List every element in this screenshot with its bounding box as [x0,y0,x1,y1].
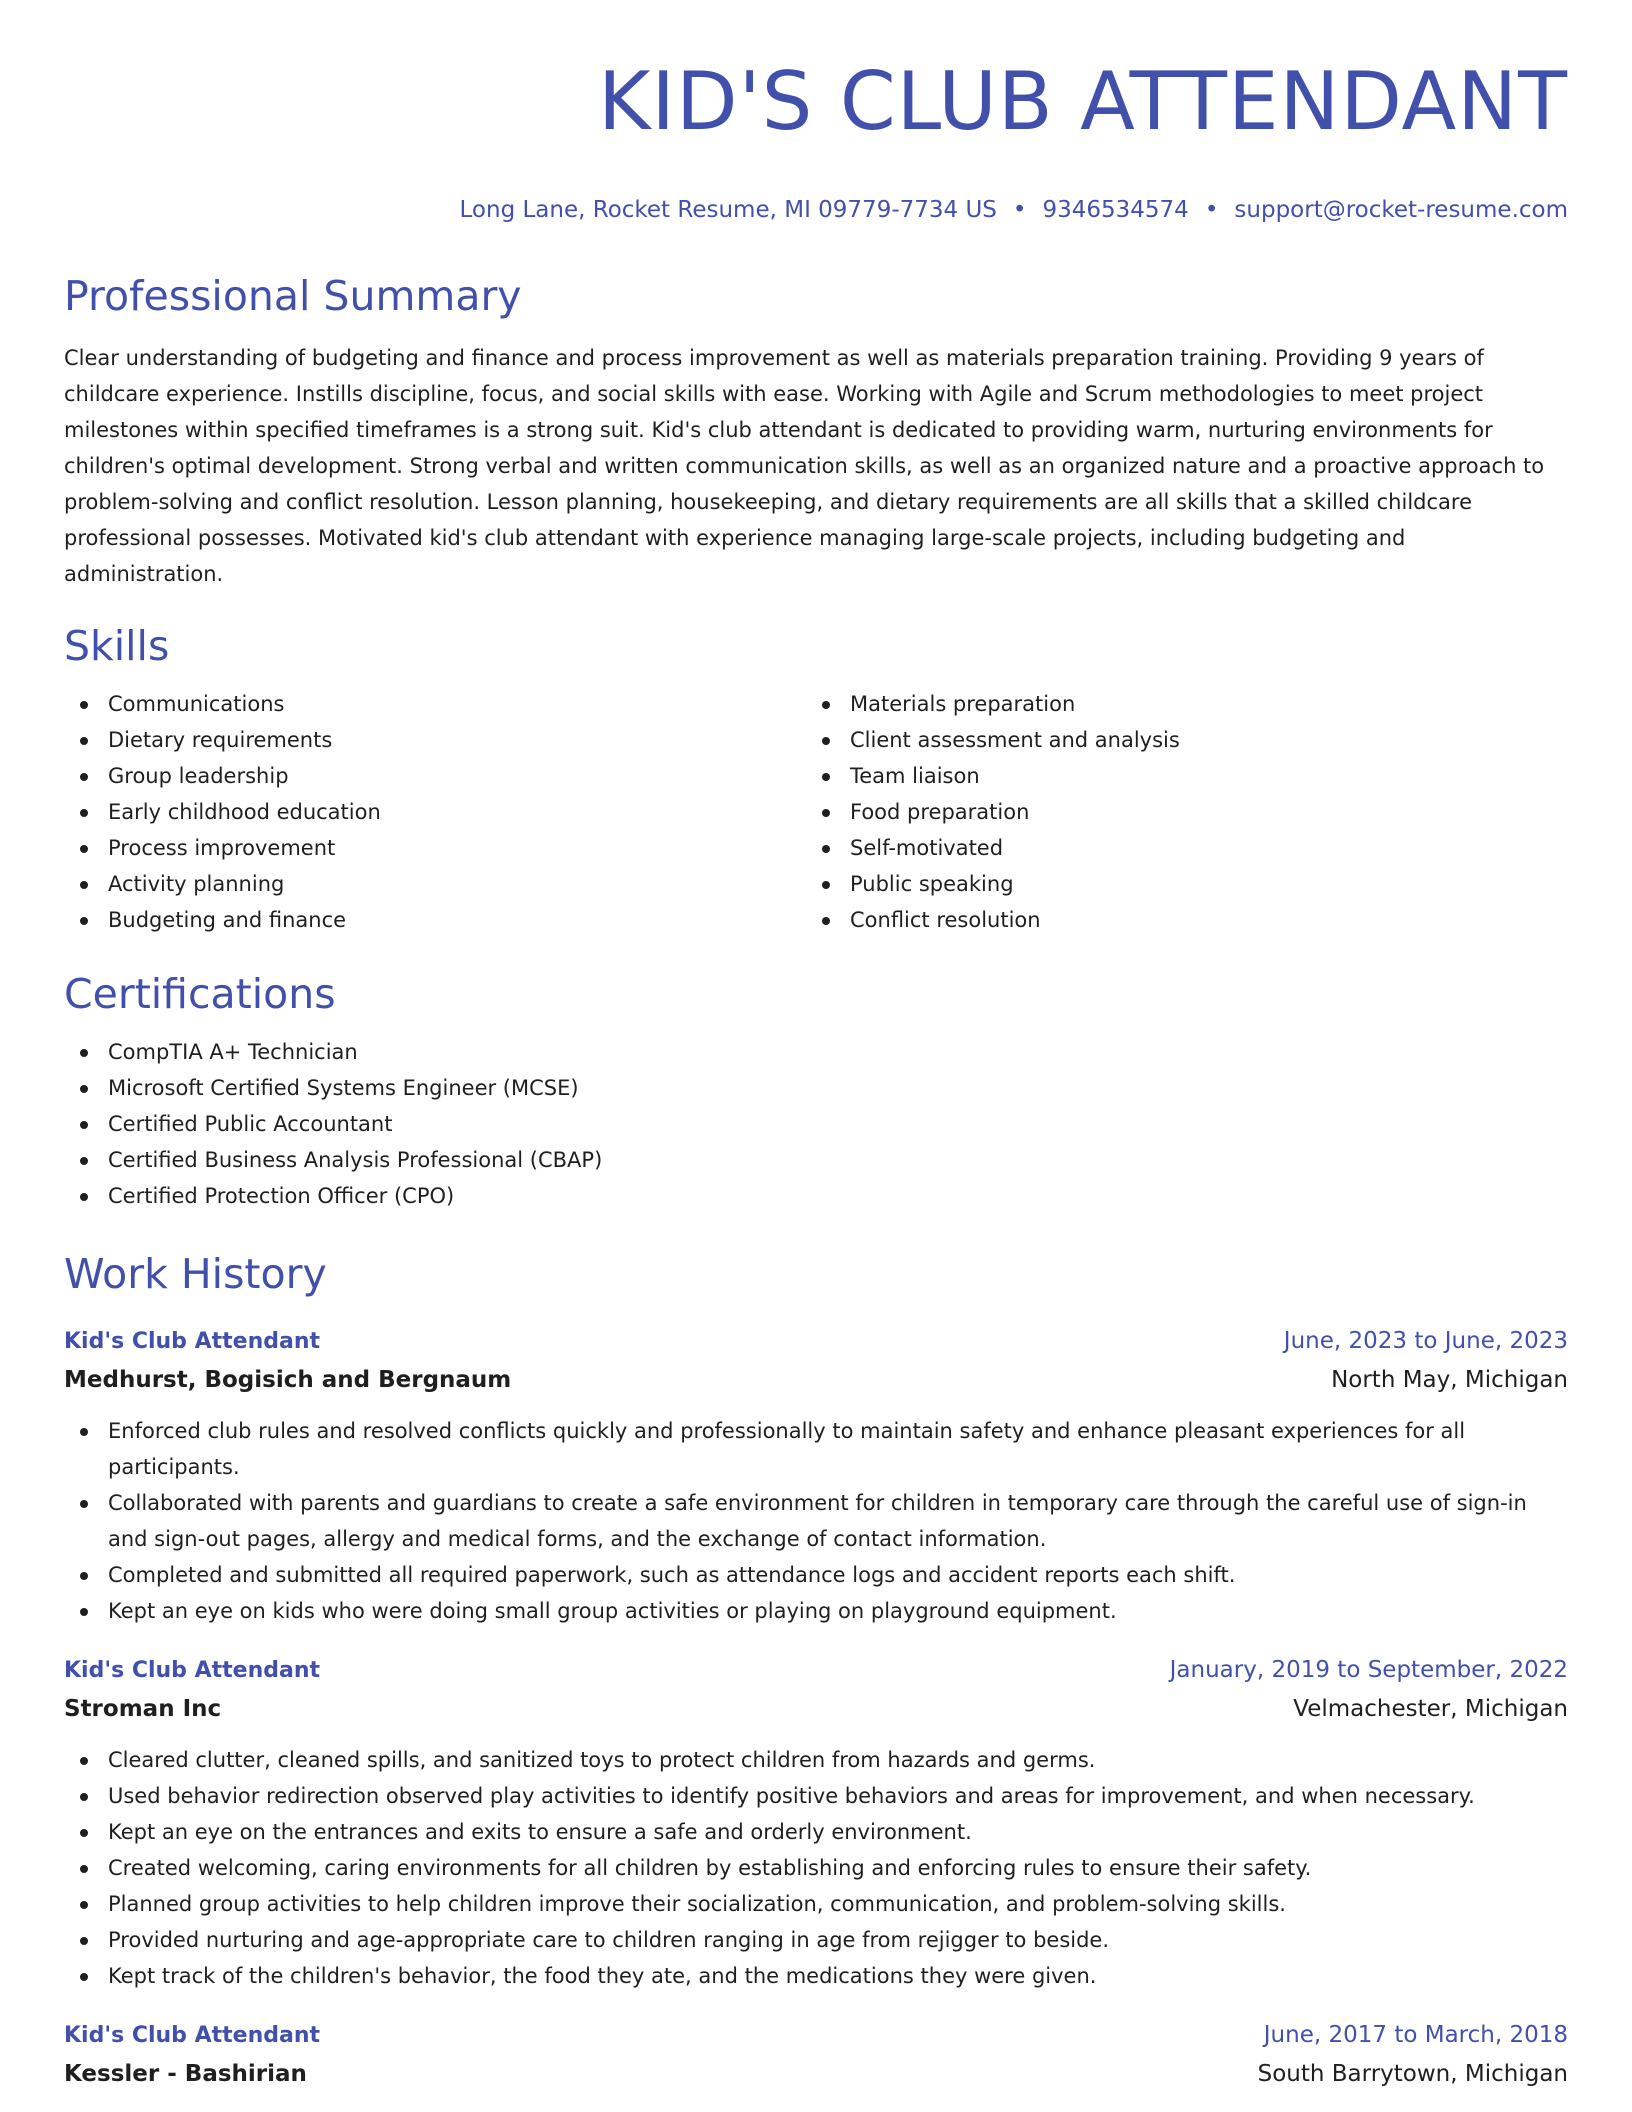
contact-separator: • [1012,197,1027,223]
job-bullet: Cleared clutter, cleaned spills, and sanitized toys to protect children from hazards and germs. [64,1742,1568,1778]
job-dates: June, 2023 to June, 2023 [1283,1328,1568,1354]
job-title: Kid's Club Attendant [64,1329,320,1354]
job-company-row [64,2055,1568,2093]
job-header-row [64,2016,1568,2055]
job-title: Kid's Club Attendant [64,1658,320,1683]
job-header-row [64,1651,1568,1690]
skill-item: Self-motivated [806,830,1548,866]
job-header-row [64,1322,1568,1361]
email-link[interactable]: support@rocket-resume.com [1234,197,1568,223]
certifications-heading: Certifications [64,970,336,1018]
skills-list-left [64,686,806,938]
job-entry [64,1322,1568,1629]
job-bullet: Completed and submitted all required paperwork, such as attendance logs and accident reports each shift. [64,1557,1568,1593]
skill-item: Communications [64,686,806,722]
job-dates: June, 2017 to March, 2018 [1263,2022,1568,2048]
job-entry [64,2016,1568,2093]
job-bullet: Kept an eye on kids who were doing small group activities or playing on playground equipment. [64,1593,1568,1629]
certifications-list [64,1034,1568,1214]
certification-item: Microsoft Certified Systems Engineer (MCSE) [64,1070,1568,1106]
skill-item: Activity planning [64,866,806,902]
job-location: North May, Michigan [1331,1367,1568,1393]
certification-item: Certified Business Analysis Professional (CBAP) [64,1142,1568,1178]
job-location: Velmachester, Michigan [1293,1696,1568,1722]
job-bullet: Provided nurturing and age-appropriate care to children ranging in age from rejigger to beside. [64,1922,1568,1958]
skill-item: Conflict resolution [806,902,1548,938]
certification-item: Certified Protection Officer (CPO) [64,1178,1568,1214]
summary-text: Clear understanding of budgeting and finance and process improvement as well as materials preparation training. Providing 9 years of childcare experience. Instills discipline, focus, and social skills with ease. Working with Agile and Scrum methodologies to meet project milestones within specified timeframes is a strong suit. Kid's club attendant is dedicated to providing warm, nurturing environments for children's optimal development. Strong verbal and written communication skills, as well as an organized nature and a proactive approach to problem-solving and conflict resolution. Lesson planning, housekeeping, and dietary requirements are all skills that a skilled childcare professional possesses. Motivated kid's club attendant with experience managing large-scale projects, including budgeting and administration. [64,346,1545,586]
skill-item: Materials preparation [806,686,1548,722]
job-company-row [64,1361,1568,1399]
skills-list-right [806,686,1548,938]
job-bullet: Kept an eye on the entrances and exits to ensure a safe and orderly environment. [64,1814,1568,1850]
job-bullet: Collaborated with parents and guardians to create a safe environment for children in temporary care through the careful use of sign-in and sign-out pages, allergy and medical forms, and the exchange of contact information. [64,1485,1568,1557]
job-entry [64,1651,1568,1994]
phone-text: 9346534574 [1042,197,1189,223]
job-company: Medhurst, Bogisich and Bergnaum [64,1367,512,1393]
certification-item: CompTIA A+ Technician [64,1034,1568,1070]
skill-item: Food preparation [806,794,1548,830]
job-company-row [64,1690,1568,1728]
skill-item: Budgeting and finance [64,902,806,938]
skills-columns [64,686,1568,938]
job-bullets [64,1413,1568,1629]
skill-item: Public speaking [806,866,1548,902]
job-bullet: Enforced club rules and resolved conflicts quickly and professionally to maintain safety and enhance pleasant experiences for all participants. [64,1413,1568,1485]
job-location: South Barrytown, Michigan [1257,2061,1568,2087]
job-dates: January, 2019 to September, 2022 [1169,1657,1568,1683]
certification-item: Certified Public Accountant [64,1106,1568,1142]
summary-heading: Professional Summary [64,272,522,320]
skill-item: Group leadership [64,758,806,794]
job-bullet: Used behavior redirection observed play activities to identify positive behaviors and areas for improvement, and when necessary. [64,1778,1568,1814]
job-title: Kid's Club Attendant [64,2023,320,2048]
job-company: Stroman Inc [64,1696,222,1722]
skill-item: Process improvement [64,830,806,866]
contact-separator: • [1204,197,1219,223]
contact-line [64,194,1568,226]
skill-item: Client assessment and analysis [806,722,1548,758]
skill-item: Dietary requirements [64,722,806,758]
work-history-list [64,1322,1568,2093]
job-bullet: Created welcoming, caring environments for all children by establishing and enforcing rules to ensure their safety. [64,1850,1568,1886]
work-history-heading: Work History [64,1250,327,1298]
skills-heading: Skills [64,622,170,670]
resume-title: KID'S CLUB ATTENDANT [597,55,1568,148]
address-text: Long Lane, Rocket Resume, MI 09779-7734 US [459,197,997,223]
job-bullet: Kept track of the children's behavior, the food they ate, and the medications they were given. [64,1958,1568,1994]
job-company: Kessler - Bashirian [64,2061,307,2087]
job-bullet: Planned group activities to help children improve their socialization, communication, and problem-solving skills. [64,1886,1568,1922]
skill-item: Early childhood education [64,794,806,830]
job-bullets [64,1742,1568,1994]
skill-item: Team liaison [806,758,1548,794]
resume-page [64,0,1568,2112]
